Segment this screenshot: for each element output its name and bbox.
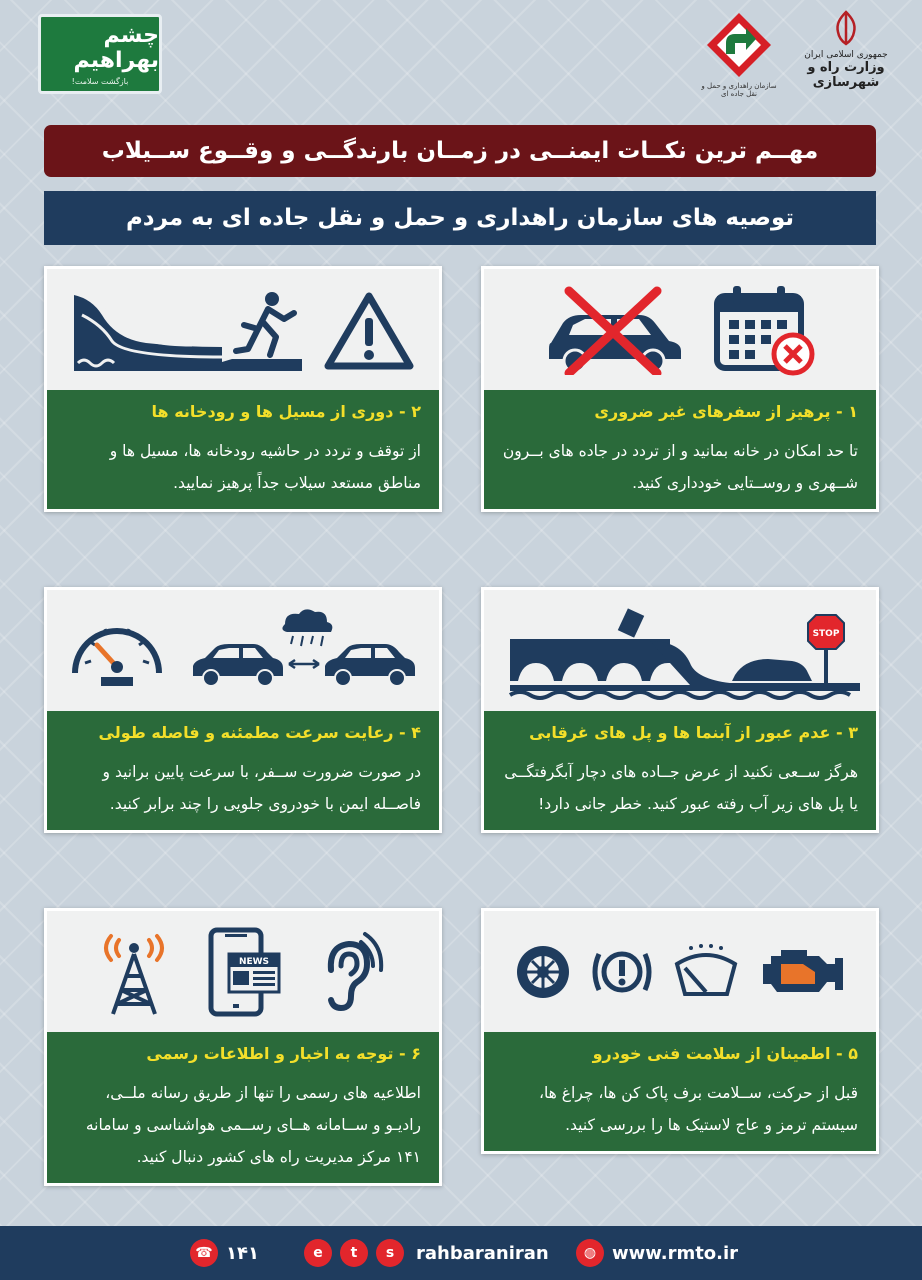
tip-card-6-heading: ۶ - توجه به اخبار و اطلاعات رسمی (146, 1044, 421, 1063)
flood-river-runner-icon (72, 285, 302, 375)
tip-card-2-illustration (47, 269, 439, 390)
tip-card-3-heading: ۳ - عدم عبور از آبنما ها و پل های غرقابی (529, 723, 858, 742)
rmto-logo-icon (704, 10, 774, 80)
tip-card-2-body: از توقف و تردد در حاشیه رودخانه ها، مسیل ها و مناطق مستعد سیلاب جداً پرهیز نمایید. (109, 442, 421, 492)
ministry-line2: وزارت راه و شهرسازی (807, 60, 885, 90)
campaign-logo-text: چشم بهراهیم (73, 22, 159, 73)
warning-triangle-icon (324, 290, 414, 370)
cars-distance-rain-icon (189, 606, 419, 696)
radio-tower-icon (99, 926, 169, 1018)
tip-card-4-panel (47, 711, 439, 830)
tip-card-1-panel (484, 390, 876, 509)
footer-website[interactable] (576, 1226, 738, 1280)
tip-card-4-heading: ۴ - رعایت سرعت مطمئنه و فاصله طولی (98, 723, 421, 742)
page-title: مهــم ترین نکــات ایمنــی در زمــان بارندگــی و وقــوع ســیلاب (44, 125, 876, 177)
tip-card-6-panel (47, 1032, 439, 1183)
tip-card-1-body: تا حد امکان در خانه بمانید و از تردد در جاده های بــرون شــهری و روســتایی خودداری کنید. (502, 442, 858, 492)
tip-card-2 (44, 266, 442, 512)
news-label: NEWS (238, 956, 270, 967)
footer-website-url: www.rmto.ir (612, 1242, 739, 1264)
rmto-logo (700, 10, 778, 100)
tip-card-5 (481, 908, 879, 1154)
footer-bar (0, 1226, 922, 1280)
tip-card-6-body: اطلاعیه های رسمی را تنها از طریق رسانه ملــی، رادیـو و ســامانه هــای رســمی هواشناسی و سامانه ۱۴۱ مرکز مدیریت راه های کشور دنبال کنید. (85, 1084, 421, 1166)
tip-card-5-heading: ۵ - اطمینان از سلامت فنی خودرو (592, 1044, 858, 1063)
tip-card-4-illustration (47, 590, 439, 711)
car-crossed-icon (539, 285, 689, 375)
tip-card-1-illustration (484, 269, 876, 390)
tip-card-3-illustration (484, 590, 876, 711)
tip-card-2-panel (47, 390, 439, 509)
soroush-icon: s (376, 1239, 404, 1267)
tip-card-3-body: هرگز ســعی نکنید از عرض جــاده های دچار آبگرفتگــی یا پل های زیر آب رفته عبور کنید. خطر جانی دارد! (504, 763, 858, 813)
wiper-icon (671, 942, 741, 1002)
phone-news-icon (203, 926, 283, 1018)
twitter-icon: t (340, 1239, 368, 1267)
ear-listening-icon (317, 926, 387, 1018)
footer-social-handle: rahbaraniran (416, 1242, 549, 1264)
rmto-logo-caption: سازمان راهداری و حمل و نقل جاده ای (701, 82, 777, 98)
campaign-logo (38, 14, 162, 94)
footer-phone-number: ۱۴۱ (226, 1242, 259, 1264)
tip-card-4 (44, 587, 442, 833)
tip-card-3-panel (484, 711, 876, 830)
calendar-cancel-icon (711, 282, 821, 378)
flooded-bridge-icon (500, 601, 860, 701)
engine-check-icon (757, 942, 847, 1002)
tip-card-1-heading: ۱ - پرهیز از سفرهای غیر ضروری (594, 402, 858, 421)
ministry-line1: جمهوری اسلامی ایران (804, 50, 888, 60)
tip-card-1 (481, 266, 879, 512)
tip-card-3 (481, 587, 879, 833)
page-subtitle: توصیه های سازمان راهداری و حمل و نقل جاده ای به مردم (44, 191, 876, 245)
stop-sign-label: STOP (812, 628, 840, 639)
tip-card-5-illustration (484, 911, 876, 1032)
iran-emblem-icon (826, 8, 866, 48)
tip-card-4-body: در صورت ضرورت ســفر، با سرعت پایین برانید و فاصــله ایمن با خودروی جلویی را چند برابر کنید. (102, 763, 421, 813)
footer-social[interactable] (304, 1226, 549, 1280)
phone-icon: ☎ (190, 1239, 218, 1267)
tip-card-5-body: قبل از حرکت، ســلامت برف پاک کن ها، چراغ ها، سیستم ترمز و عاج لاستیک ها را بررسی کنید. (538, 1084, 858, 1134)
tip-card-5-panel (484, 1032, 876, 1151)
tire-icon (513, 942, 573, 1002)
eitaa-icon: e (304, 1239, 332, 1267)
ministry-logo (796, 8, 896, 100)
speedometer-icon (67, 611, 167, 691)
tip-card-6-illustration (47, 911, 439, 1032)
footer-phone[interactable] (190, 1226, 259, 1280)
campaign-logo-sub: بازگشت سلامت! (71, 76, 129, 86)
globe-icon: ◍ (576, 1239, 604, 1267)
brake-warning-icon (589, 942, 655, 1002)
tip-card-6 (44, 908, 442, 1186)
tip-card-2-heading: ۲ - دوری از مسیل ها و رودخانه ها (151, 402, 421, 421)
